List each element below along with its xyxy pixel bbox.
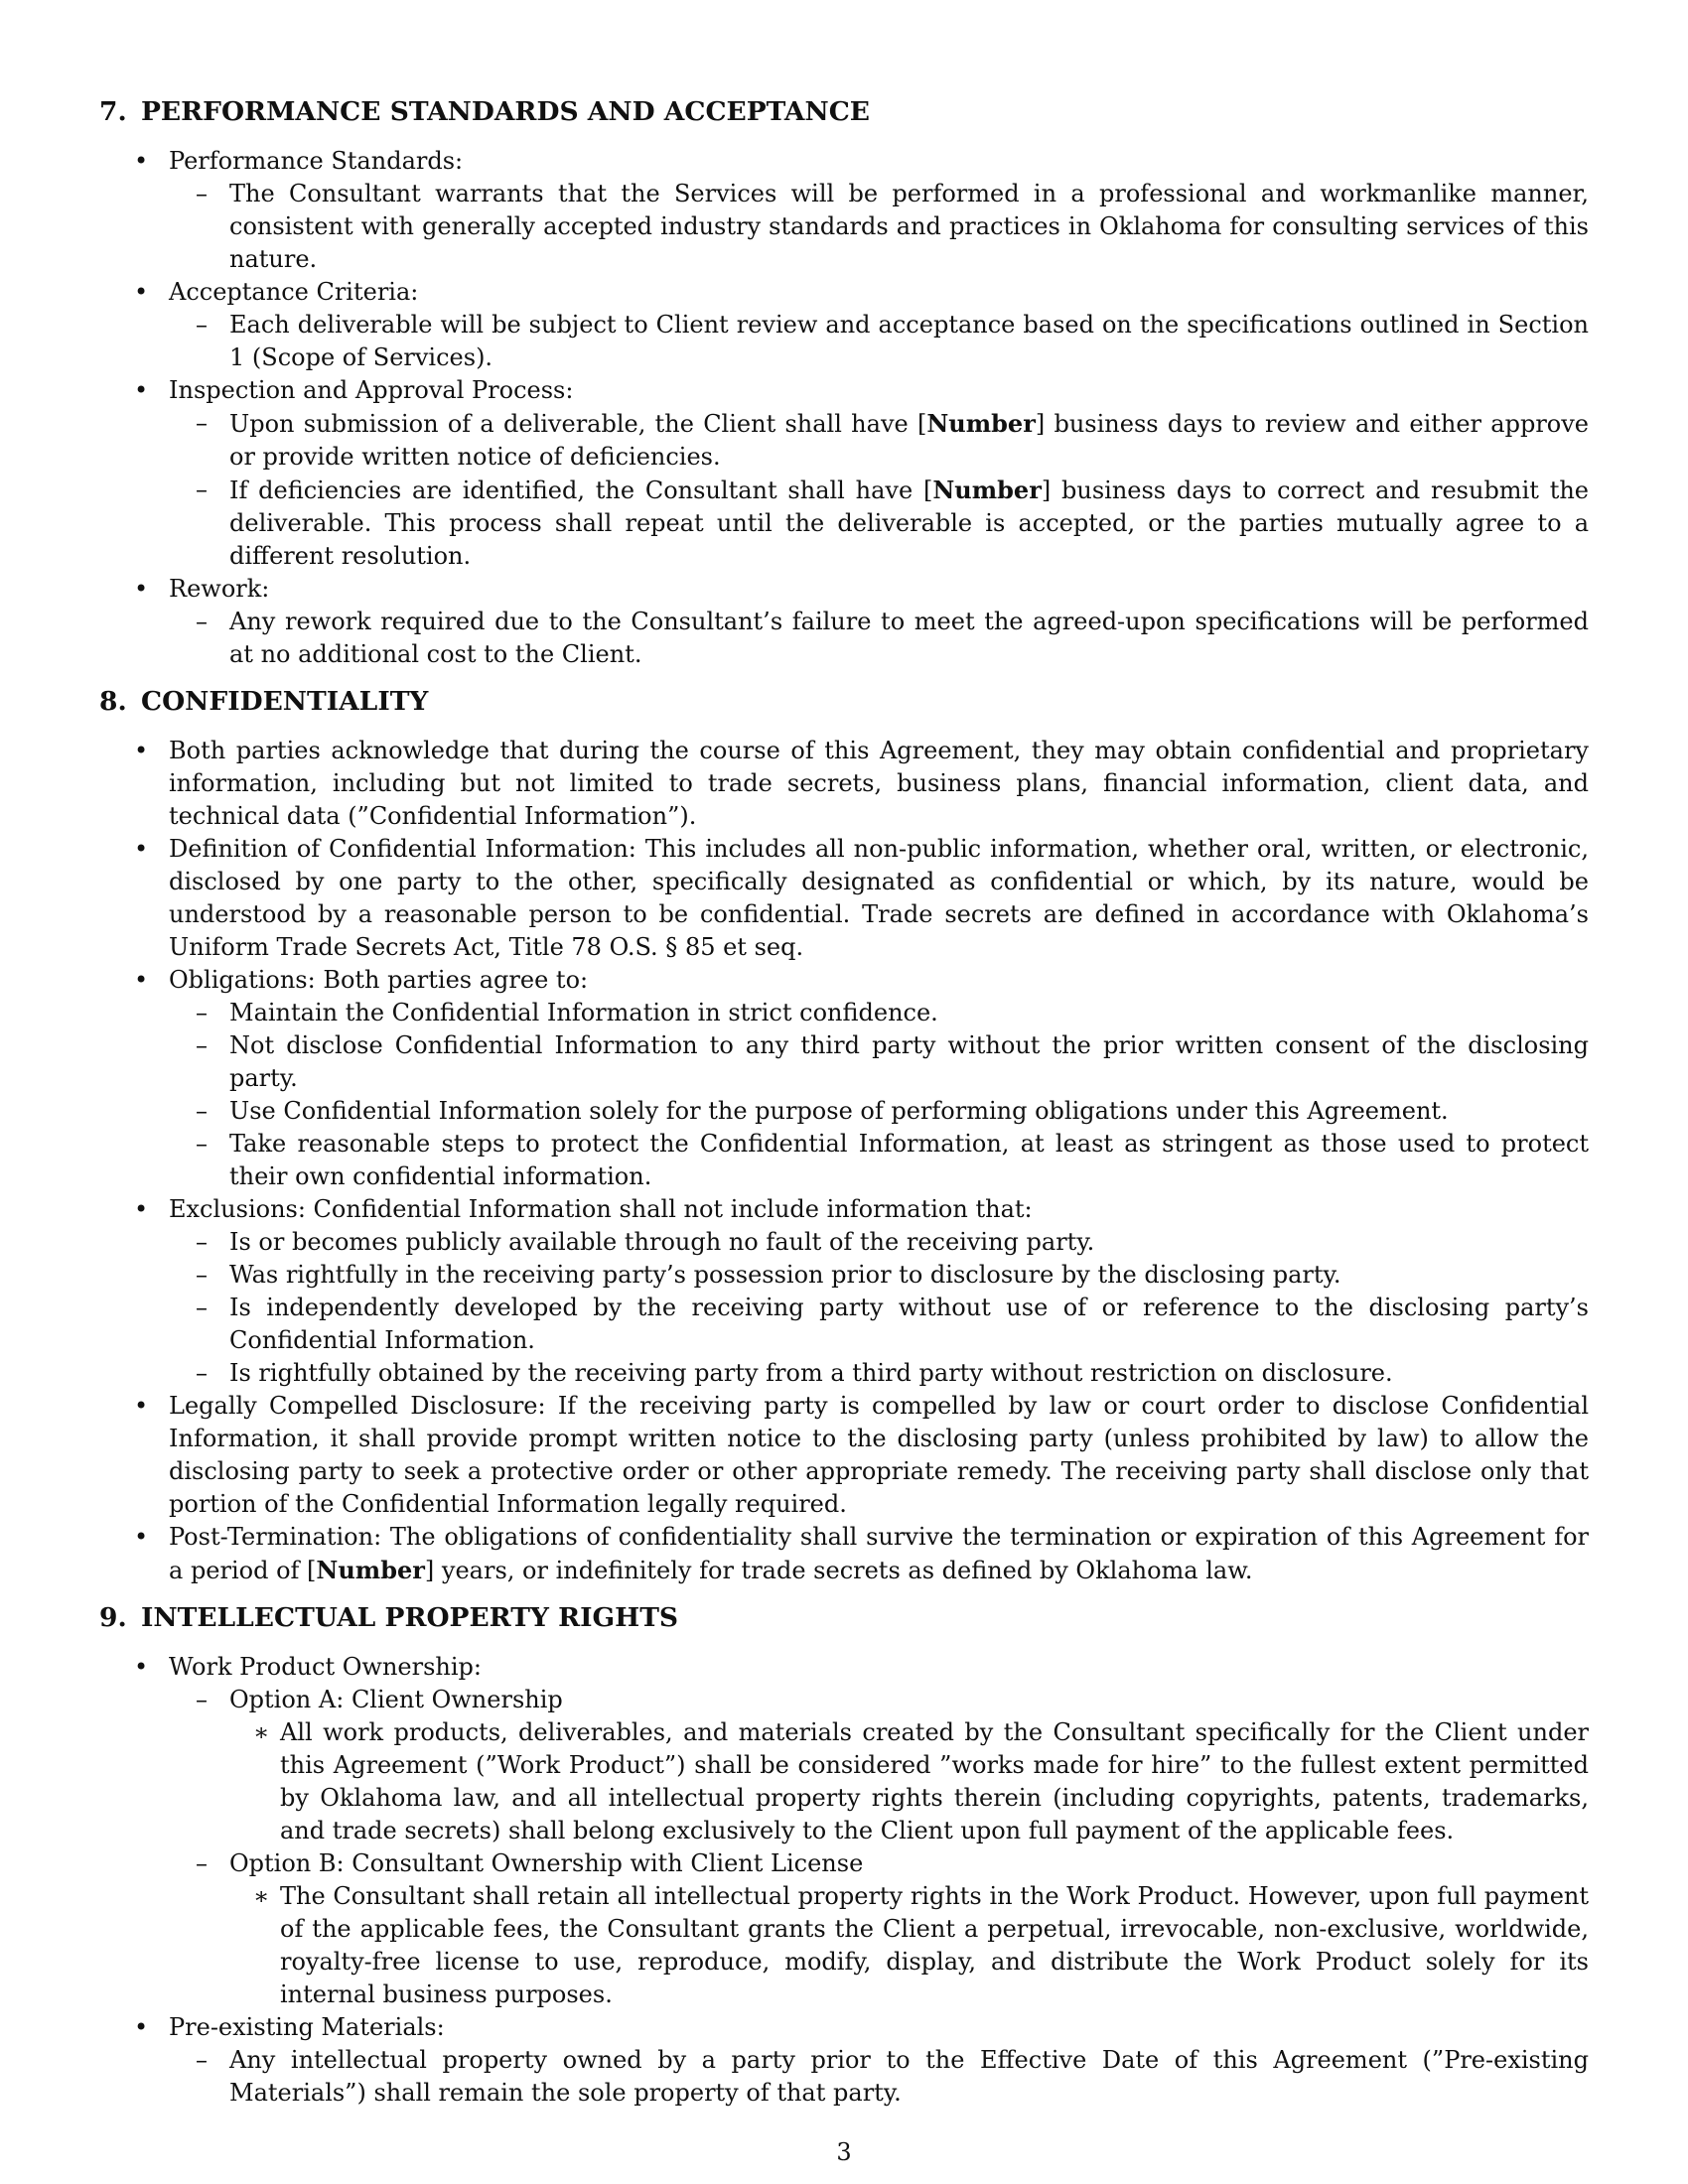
list-item [99, 735, 1589, 833]
list-item [99, 1521, 1589, 1587]
placeholder-number: Number [932, 476, 1042, 504]
section-8-heading [99, 684, 1589, 720]
list-item [169, 1292, 1589, 1357]
option-a-text: ∗ All work products, deliverables, and materials created by the Consultant specifically for the Client under this Agreement (”Work Product”) shall be considered ”works made for hire” to the fullest extent permitted by Oklahoma law, and all intellectual property rights therein (including copyrights, patents, trademarks, and trade secrets) shall belong exclusively to the Client upon full payment of the applicable fees. [280, 1718, 1589, 1844]
section-7-number: 7. [99, 96, 127, 127]
section-9-title: INTELLECTUAL PROPERTY RIGHTS [141, 1602, 679, 1633]
pre-existing-materials-text: – Any intellectual property owned by a party prior to the Effective Date of this Agreement (”Pre-existing Materials”) shall remain the sole property of that party. [229, 2046, 1589, 2107]
obligations-label: Obligations: Both parties agree to: [169, 966, 589, 994]
list-item [169, 1226, 1589, 1259]
list-item [99, 833, 1589, 964]
section-8-number: 8. [99, 686, 127, 717]
section-9-heading [99, 1600, 1589, 1636]
list-item [99, 145, 1589, 276]
placeholder-number: Number [316, 1556, 425, 1584]
section-7-list [99, 145, 1589, 671]
document-page [99, 94, 1589, 2122]
list-item [169, 1029, 1589, 1095]
rework-label: Rework: [169, 575, 270, 603]
section-8-list [99, 735, 1589, 1587]
acceptance-criteria-label: Acceptance Criteria: [169, 278, 419, 306]
option-a-label: Option A: Client Ownership [229, 1686, 563, 1713]
section-7-title: PERFORMANCE STANDARDS AND ACCEPTANCE [141, 96, 871, 127]
list-item [169, 1128, 1589, 1193]
obligation-text: – Maintain the Confidential Information in strict confidence. [229, 999, 938, 1026]
exclusion-text: – Is independently developed by the receiving party without use of or reference to the disclosing party’s Confidential Information. [229, 1294, 1589, 1354]
list-item [169, 407, 1589, 474]
list-item [99, 573, 1589, 671]
list-item [169, 1847, 1589, 2011]
list-item [99, 1193, 1589, 1390]
section-9-number: 9. [99, 1602, 127, 1633]
list-item [99, 964, 1589, 1193]
work-product-ownership-label: Work Product Ownership: [169, 1653, 482, 1681]
performance-standards-text: – The Consultant warrants that the Services will be performed in a professional and workmanlike manner, consistent with generally accepted industry standards and practices in Oklahoma for consulting services of this nature. [229, 180, 1589, 273]
list-item [99, 2011, 1589, 2110]
list-item [169, 178, 1589, 276]
confidential-definition: • Definition of Confidential Information: This includes all non-public information, whether oral, written, or electronic, disclosed by one party to the other, specifically designated as confidential or which, by its nature, would be understood by a reasonable person to be confidential. Trade secrets are defined in accordance with Oklahoma’s Uniform Trade Secrets Act, Title 78 O.S. § 85 et seq. [169, 835, 1589, 961]
obligation-text: – Use Confidential Information solely for the purpose of performing obligations under this Agreement. [229, 1097, 1449, 1125]
exclusion-text: – Is or becomes publicly available through no fault of the receiving party. [229, 1228, 1095, 1256]
list-item [169, 474, 1589, 573]
placeholder-number: Number [926, 409, 1036, 438]
list-item [99, 1651, 1589, 2011]
inspection-review-text: – Upon submission of a deliverable, the Client shall have [Number] business days to review and either approve or provide written notice of deficiencies. [229, 409, 1590, 471]
inspection-correction-text: – If deficiencies are identified, the Consultant shall have [Number] business days to correct and resubmit the deliverable. This process shall repeat until the deliverable is accepted, or the parties mutually agree to a different resolution. [229, 476, 1589, 570]
list-item [169, 1095, 1589, 1128]
list-item [229, 1716, 1589, 1847]
obligation-text: – Take reasonable steps to protect the Confidential Information, at least as stringent as those used to protect their own confidential information. [229, 1130, 1589, 1190]
section-7-heading [99, 94, 1589, 130]
list-item [169, 1684, 1589, 1847]
list-item [99, 374, 1589, 573]
list-item [169, 1357, 1589, 1390]
confidentiality-intro: • Both parties acknowledge that during the course of this Agreement, they may obtain confidential and proprietary information, including but not limited to trade secrets, business plans, financial information, client data, and technical data (”Confidential Information”). [169, 737, 1589, 830]
list-item [99, 276, 1589, 374]
acceptance-criteria-text: – Each deliverable will be subject to Client review and acceptance based on the specifications outlined in Section 1 (Scope of Services). [229, 311, 1589, 371]
option-b-label: Option B: Consultant Ownership with Client License [229, 1849, 864, 1877]
list-item [229, 1880, 1589, 2011]
list-item [169, 309, 1589, 374]
exclusion-text: – Was rightfully in the receiving party’s possession prior to disclosure by the disclosing party. [229, 1261, 1341, 1289]
section-9-list [99, 1651, 1589, 2110]
option-b-text: ∗ The Consultant shall retain all intellectual property rights in the Work Product. However, upon full payment of the applicable fees, the Consultant grants the Client a perpetual, irrevocable, non-exclusive, worldwide, royalty-free license to use, reproduce, modify, display, and distribute the Work Product solely for its internal business purposes. [280, 1882, 1589, 2008]
list-item [169, 2044, 1589, 2110]
list-item [169, 606, 1589, 671]
post-termination-text: • Post-Termination: The obligations of confidentiality shall survive the termination or expiration of this Agreement for a period of [Number] years, or indefinitely for trade secrets as defined by Oklahoma law. [169, 1523, 1589, 1584]
pre-existing-materials-label: Pre-existing Materials: [169, 2013, 445, 2041]
compelled-disclosure-text: • Legally Compelled Disclosure: If the receiving party is compelled by law or court order to disclose Confidential Information, it shall provide prompt written notice to the disclosing party (unless prohibited by law) to allow the disclosing party to seek a protective order or other appropriate remedy. The receiving party shall disclose only that portion of the Confidential Information legally required. [169, 1392, 1589, 1518]
exclusion-text: – Is rightfully obtained by the receiving party from a third party without restriction on disclosure. [229, 1359, 1393, 1387]
list-item [169, 1259, 1589, 1292]
list-item [169, 997, 1589, 1029]
obligation-text: – Not disclose Confidential Information to any third party without the prior written consent of the disclosing party. [229, 1031, 1589, 1092]
list-item [99, 1390, 1589, 1521]
performance-standards-label: Performance Standards: [169, 147, 464, 175]
exclusions-label: Exclusions: Confidential Information shall not include information that: [169, 1195, 1033, 1223]
rework-text: – Any rework required due to the Consultant’s failure to meet the agreed-upon specifications will be performed at no additional cost to the Client. [229, 608, 1589, 668]
page-number: 3 [836, 2138, 852, 2166]
inspection-process-label: Inspection and Approval Process: [169, 376, 574, 404]
section-8-title: CONFIDENTIALITY [141, 686, 429, 717]
